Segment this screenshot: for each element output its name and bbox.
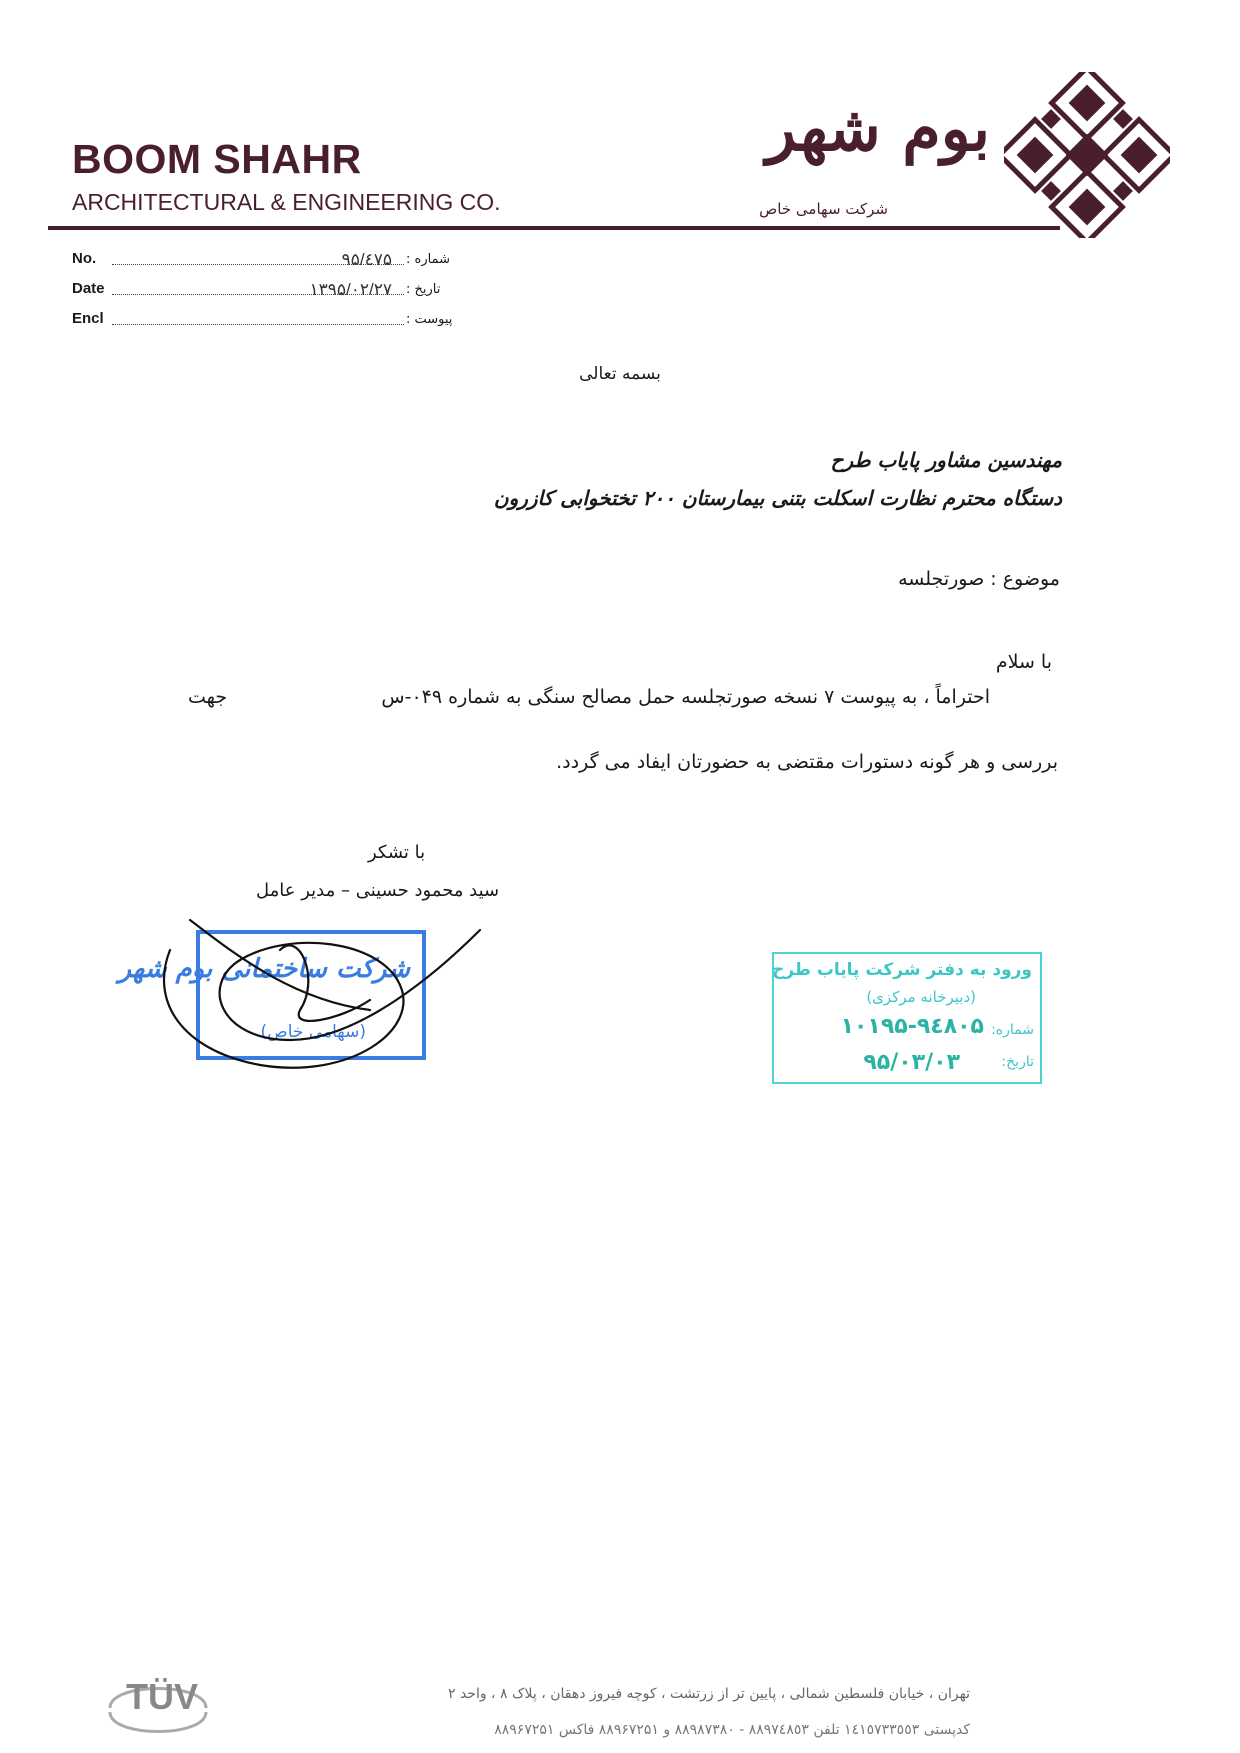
footer-contacts: کدپستی ۱٤١٥٧٣٣٥٥٣ تلفن ۸۸۹۷٤٨٥٣ - ۸۸۹۸۷۳٨۰ و ۸۸۹۶۷۲۵۱ فاکس ۸۸۹۶۷۲۵۱ bbox=[494, 1722, 970, 1738]
company-name-fa: بوم شهر bbox=[766, 92, 990, 165]
meta-encl-label-fa: پیوست : bbox=[406, 312, 453, 327]
received-stamp-number: ۱۰۱۹۵-۹٤۸۰۵ bbox=[840, 1014, 984, 1039]
company-name-en: BOOM SHAHR bbox=[72, 136, 362, 182]
received-stamp-number-label: شماره: bbox=[991, 1022, 1034, 1038]
meta-date-label-en: Date bbox=[72, 280, 105, 297]
footer-address: تهران ، خیابان فلسطین شمالی ، پایین تر از زرتشت ، کوچه فیروز دهقان ، پلاک ۸ ، واحد ۲ bbox=[447, 1686, 970, 1702]
greeting: با سلام bbox=[995, 651, 1052, 673]
basmala: بسمه تعالی bbox=[579, 364, 661, 384]
tuv-cert-label: TÜV bbox=[126, 1676, 198, 1717]
company-subtitle-fa: شرکت سهامی خاص bbox=[759, 200, 888, 218]
received-stamp-date-label: تاریخ: bbox=[1001, 1054, 1034, 1070]
meta-date-value: ۱۳۹۵/۰۲/۲۷ bbox=[309, 280, 392, 299]
subject-line: موضوع : صورتجلسه bbox=[898, 568, 1060, 590]
addressee-line-1: مهندسین مشاور پایاب طرح bbox=[830, 448, 1062, 472]
received-stamp-subtitle: (دبیرخانه مرکزی) bbox=[866, 988, 976, 1006]
meta-number-value: ۹۵/٤٧۵ bbox=[341, 250, 392, 269]
signature-icon bbox=[140, 890, 500, 1100]
received-stamp-title: ورود به دفتر شرکت پایاب طرح bbox=[772, 960, 1032, 980]
signer-name: سید محمود حسینی – مدیر عامل bbox=[256, 880, 500, 901]
company-logo-icon bbox=[1004, 72, 1170, 238]
meta-number-label-en: No. bbox=[72, 250, 97, 267]
body-line-2: بررسی و هر گونه دستورات مقتضی به حضورتان ایفاد می گردد. bbox=[556, 751, 1058, 773]
company-stamp-type: (سهامی خاص) bbox=[260, 1022, 366, 1042]
addressee-line-2: دستگاه محترم نظارت اسکلت بتنی بیمارستان ۲۰۰ تختخوابی کازرون bbox=[493, 486, 1062, 510]
company-subtitle-en: ARCHITECTURAL & ENGINEERING CO. bbox=[72, 189, 501, 215]
closing: با تشکر bbox=[368, 842, 426, 863]
meta-number-row bbox=[72, 250, 450, 272]
meta-number-label-fa: شماره : bbox=[406, 252, 450, 267]
meta-date-row bbox=[72, 280, 441, 302]
meta-encl-row bbox=[72, 310, 453, 332]
received-stamp-date: ۹۵/۰۳/۰۳ bbox=[863, 1050, 960, 1075]
body-line-1-end: جهت bbox=[188, 686, 228, 708]
company-stamp-name: شرکت ساختمانی بوم شهر bbox=[118, 954, 410, 984]
meta-encl-label-en: Encl bbox=[72, 310, 104, 327]
body-line-1: احتراماً ، به پیوست ۷ نسخه صورتجلسه حمل مصالح سنگی به شماره ۰۴۹-س bbox=[381, 686, 990, 708]
meta-date-label-fa: تاریخ : bbox=[406, 282, 441, 297]
received-stamp bbox=[772, 952, 1042, 1084]
meta-encl-line bbox=[112, 324, 404, 325]
header-divider bbox=[48, 226, 1060, 230]
